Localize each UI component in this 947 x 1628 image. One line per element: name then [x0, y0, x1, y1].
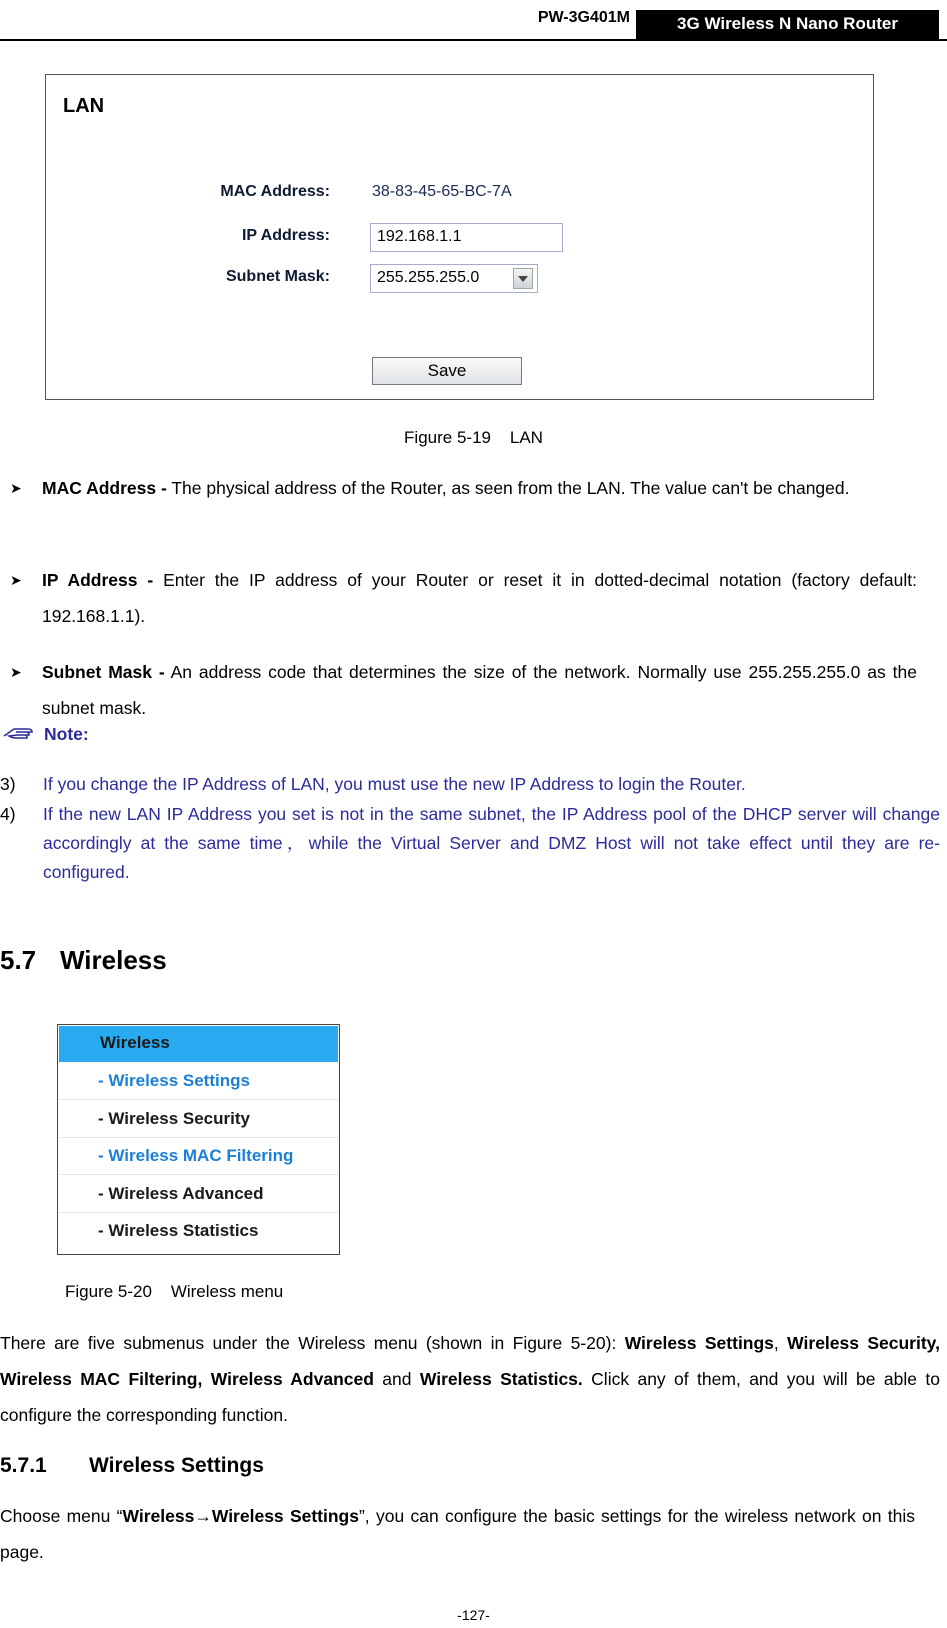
paragraph-submenus	[0, 1325, 940, 1433]
menu-item-wireless-settings[interactable]: - Wireless Settings	[59, 1064, 338, 1100]
mac-address-value: 38-83-45-65-BC-7A	[372, 183, 512, 200]
para-text: and	[373, 1369, 420, 1389]
bullet-text: Enter the IP address of your Router or reset it in dotted-decimal notation (factory default: 192.168.1.1).	[42, 570, 917, 626]
mac-address-label: MAC Address:	[220, 183, 330, 200]
arrow-bullet-icon: ➤	[10, 480, 22, 496]
header-title: 3G Wireless N Nano Router	[636, 10, 939, 40]
header-model: PW-3G401M	[537, 9, 630, 26]
arrow-bullet-icon: ➤	[10, 572, 22, 588]
wireless-menu-screenshot	[57, 1024, 340, 1255]
section-title: Wireless	[60, 945, 167, 975]
note-label: Note:	[44, 724, 89, 744]
menu-item-wireless-advanced[interactable]: - Wireless Advanced	[59, 1177, 338, 1213]
para-text: Choose menu “	[0, 1506, 123, 1526]
bullet-mac-address	[12, 470, 917, 506]
bullet-term: MAC Address -	[42, 478, 167, 498]
note-text: If you change the IP Address of LAN, you must use the new IP Address to login the Router.	[43, 774, 746, 794]
ip-address-label: IP Address:	[241, 227, 330, 244]
note-number: 4)	[0, 804, 16, 824]
bullet-ip-address	[12, 562, 917, 634]
lan-screenshot	[45, 74, 874, 400]
para-text: Click any of them, and you will be able to configure the corresponding function.	[0, 1369, 940, 1425]
pointing-hand-icon	[2, 724, 36, 742]
lan-heading: LAN	[63, 95, 105, 117]
figure-5-20-caption: Figure 5-20 Wireless menu	[65, 1282, 284, 1301]
chevron-down-icon[interactable]	[513, 268, 533, 289]
note-item	[0, 770, 940, 799]
arrow-bullet-icon: ➤	[10, 664, 22, 680]
page-number: -127-	[457, 1607, 490, 1623]
section-heading-5-7-1	[0, 1454, 264, 1478]
menu-item-wireless-security[interactable]: - Wireless Security	[59, 1102, 338, 1138]
section-number: 5.7.1	[0, 1454, 47, 1477]
section-number: 5.7	[0, 945, 37, 975]
ip-address-input[interactable]: 192.168.1.1	[370, 223, 563, 252]
figure-5-19-caption: Figure 5-19 LAN	[404, 428, 543, 447]
para-bold: Wireless Security, Wireless MAC Filtering, Wireless Advanced	[0, 1333, 940, 1389]
bullet-text: An address code that determines the size of the network. Normally use 255.255.255.0 as the subnet mask.	[42, 662, 917, 718]
bullet-subnet-mask	[12, 654, 917, 726]
para-text: ”, you can configure the basic settings for the wireless network on this page.	[0, 1506, 915, 1562]
subnet-mask-value: 255.255.255.0	[377, 269, 480, 286]
bullet-term: IP Address -	[42, 570, 154, 590]
bullet-text: The physical address of the Router, as seen from the LAN. The value can't be changed.	[166, 478, 850, 498]
subnet-mask-label: Subnet Mask:	[225, 268, 330, 285]
subnet-mask-select[interactable]	[370, 264, 538, 293]
section-title: Wireless Settings	[89, 1454, 264, 1477]
section-heading-5-7	[0, 945, 167, 976]
para-text: There are five submenus under the Wireless menu (shown in Figure 5-20):	[0, 1333, 625, 1353]
para-text: ,	[773, 1333, 788, 1353]
para-bold: Wireless Statistics.	[419, 1369, 583, 1389]
note-heading	[0, 724, 89, 745]
menu-item-wireless-mac-filtering[interactable]: - Wireless MAC Filtering	[59, 1139, 338, 1175]
bullet-term: Subnet Mask -	[42, 662, 165, 682]
note-text: If the new LAN IP Address you set is not in the same subnet, the IP Address pool of the DHCP server will change accordingly at the same time，while the Virtual Server and DMZ Host will not take effect until they are re-configured.	[43, 804, 940, 882]
note-number: 3)	[0, 774, 16, 794]
menu-item-wireless-statistics[interactable]: - Wireless Statistics	[98, 1221, 259, 1240]
save-button[interactable]: Save	[372, 357, 522, 385]
note-item	[0, 800, 940, 887]
paragraph-choose-menu	[0, 1498, 915, 1570]
header-rule	[0, 39, 947, 41]
para-bold: Wireless→Wireless Settings	[122, 1506, 359, 1526]
menu-item-wireless[interactable]: Wireless	[59, 1026, 338, 1062]
para-bold: Wireless Settings	[624, 1333, 774, 1353]
